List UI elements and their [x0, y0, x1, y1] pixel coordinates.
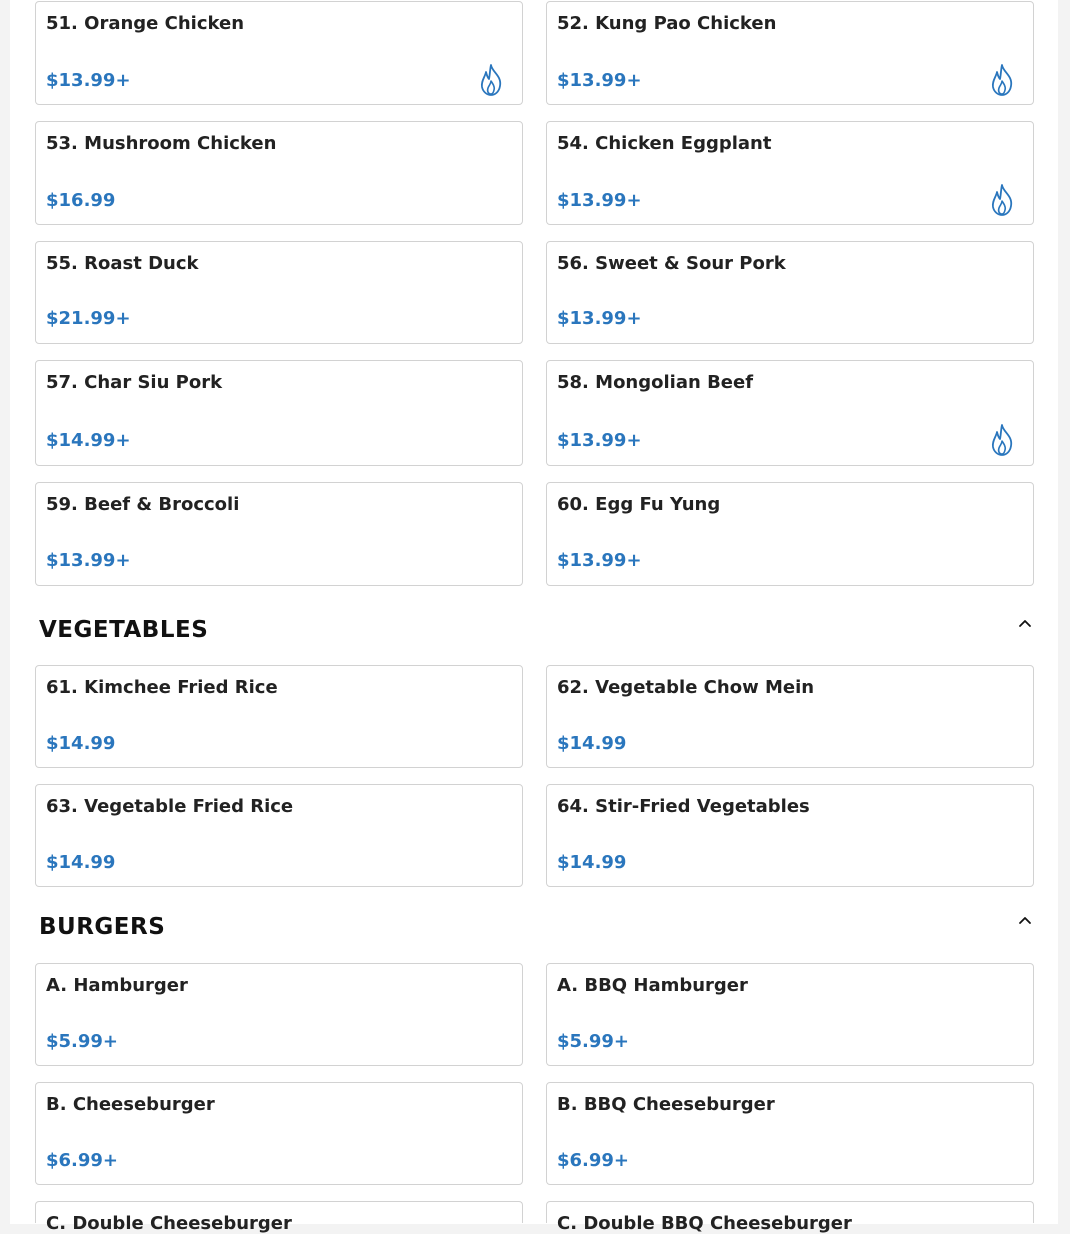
burgers-grid — [35, 963, 1034, 1234]
menu-item-price: $14.99 — [557, 852, 627, 873]
section-title: BURGERS — [39, 914, 166, 940]
menu-item-name: C. Double Cheeseburger — [46, 1213, 292, 1234]
menu-item-price: $6.99+ — [557, 1150, 630, 1171]
vegetables-grid — [35, 665, 1034, 887]
menu-item-name: A. Hamburger — [46, 975, 188, 996]
menu-item-card[interactable] — [546, 1201, 1034, 1234]
menu-item-name: 59. Beef & Broccoli — [46, 494, 240, 515]
menu-item-name: 57. Char Siu Pork — [46, 372, 223, 393]
section-title: VEGETABLES — [39, 617, 209, 643]
flame-icon — [989, 423, 1015, 457]
menu-item-price: $13.99+ — [557, 70, 642, 91]
menu-item-card[interactable] — [35, 665, 523, 768]
menu-item-card[interactable] — [35, 963, 523, 1066]
menu-item-price: $5.99+ — [557, 1031, 630, 1052]
menu-page — [10, 0, 1058, 1234]
menu-item-card[interactable] — [35, 241, 523, 344]
menu-item-name: 63. Vegetable Fried Rice — [46, 796, 294, 817]
menu-item-card[interactable] — [546, 784, 1034, 887]
menu-item-name: 64. Stir-Fried Vegetables — [557, 796, 810, 817]
menu-item-name: 51. Orange Chicken — [46, 13, 245, 34]
menu-item-price: $13.99+ — [46, 550, 131, 571]
menu-item-name: 56. Sweet & Sour Pork — [557, 253, 786, 274]
menu-item-name: 52. Kung Pao Chicken — [557, 13, 777, 34]
menu-item-card[interactable] — [546, 963, 1034, 1066]
flame-icon — [478, 63, 504, 97]
flame-icon — [989, 183, 1015, 217]
menu-item-price: $6.99+ — [46, 1150, 119, 1171]
menu-item-name: C. Double BBQ Cheeseburger — [557, 1213, 852, 1234]
chevron-up-icon[interactable] — [1018, 913, 1032, 927]
menu-item-price: $21.99+ — [46, 308, 131, 329]
menu-item-card[interactable] — [35, 1201, 523, 1234]
menu-item-card[interactable] — [546, 665, 1034, 768]
section-header-vegetables[interactable] — [35, 590, 1034, 665]
menu-item-name: 54. Chicken Eggplant — [557, 133, 772, 154]
menu-item-price: $14.99+ — [46, 430, 131, 451]
chevron-up-icon[interactable] — [1018, 616, 1032, 630]
menu-item-name: B. BBQ Cheeseburger — [557, 1094, 775, 1115]
menu-item-price: $5.99+ — [46, 1031, 119, 1052]
menu-item-card[interactable] — [35, 1, 523, 105]
menu-item-name: B. Cheeseburger — [46, 1094, 215, 1115]
menu-item-card[interactable] — [546, 241, 1034, 344]
menu-item-card[interactable] — [35, 121, 523, 225]
flame-icon — [989, 63, 1015, 97]
menu-item-name: 58. Mongolian Beef — [557, 372, 754, 393]
menu-item-name: 62. Vegetable Chow Mein — [557, 677, 815, 698]
menu-item-price: $13.99+ — [557, 308, 642, 329]
menu-item-price: $16.99 — [46, 190, 116, 211]
menu-item-card[interactable] — [35, 784, 523, 887]
menu-item-name: 55. Roast Duck — [46, 253, 199, 274]
menu-item-price: $13.99+ — [557, 550, 642, 571]
menu-item-price: $14.99 — [46, 852, 116, 873]
menu-item-price: $13.99+ — [557, 430, 642, 451]
menu-item-card[interactable] — [35, 1082, 523, 1185]
menu-item-name: 61. Kimchee Fried Rice — [46, 677, 278, 698]
menu-item-card[interactable] — [546, 482, 1034, 586]
menu-item-name: 60. Egg Fu Yung — [557, 494, 721, 515]
entrees-grid — [35, 1, 1034, 586]
menu-item-card[interactable] — [35, 482, 523, 586]
menu-item-price: $13.99+ — [46, 70, 131, 91]
menu-item-card[interactable] — [35, 360, 523, 466]
menu-item-name: A. BBQ Hamburger — [557, 975, 748, 996]
menu-item-price: $14.99 — [557, 733, 627, 754]
section-header-burgers[interactable] — [35, 887, 1034, 962]
menu-item-card[interactable] — [546, 1, 1034, 105]
menu-item-card[interactable] — [546, 121, 1034, 225]
menu-item-card[interactable] — [546, 360, 1034, 466]
menu-item-card[interactable] — [546, 1082, 1034, 1185]
menu-item-price: $14.99 — [46, 733, 116, 754]
menu-item-price: $13.99+ — [557, 190, 642, 211]
menu-item-name: 53. Mushroom Chicken — [46, 133, 277, 154]
